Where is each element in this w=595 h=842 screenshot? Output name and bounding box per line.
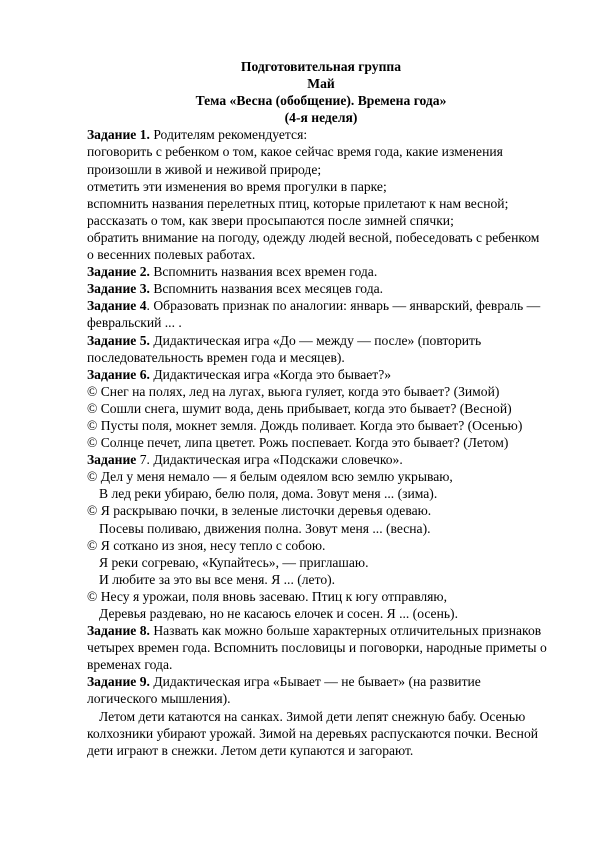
task-8-label: Задание 8. xyxy=(87,623,150,639)
task-1-label: Задание 1. xyxy=(87,127,150,143)
riddle-line: © Солнце печет, липа цветет. Рожь поспевает. Когда это бывает? (Летом) xyxy=(87,435,509,451)
task-4-label: Задание 4 xyxy=(87,298,147,314)
task-3 xyxy=(87,280,555,297)
poem-line: © Дел у меня немало — я белым одеялом всю землю укрываю, xyxy=(87,469,453,485)
task-1-line: поговорить с ребенком о том, какое сейчас время года, какие изменения xyxy=(87,144,503,160)
task-8-line: временах года. xyxy=(87,657,173,673)
poem-line: И любите за это вы все меня. Я ... (лето). xyxy=(99,571,336,587)
task-9-cont: логического мышления). xyxy=(87,691,231,707)
task-9-text: Дидактическая игра «Бывает — не бывает» (на развитие xyxy=(149,674,481,690)
task-1-heading xyxy=(87,126,555,143)
task-1-line: вспомнить названия перелетных птиц, которые прилетают к нам весной; xyxy=(87,195,509,211)
task-4-text: . Образовать признак по аналогии: январь — январский, февраль — xyxy=(146,298,541,314)
poem-line: Я реки согреваю, «Купайтесь», — приглашаю. xyxy=(99,554,369,570)
task-6-text: Дидактическая игра «Когда это бывает?» xyxy=(149,366,392,382)
riddle-line: © Пусты поля, мокнет земля. Дождь поливает. Когда это бывает? (Осенью) xyxy=(87,417,523,433)
task-6 xyxy=(87,366,555,383)
task-9-line: дети играют в снежки. Летом дети купаются и загорают. xyxy=(87,742,414,758)
task-7-label: Задание xyxy=(87,452,137,468)
task-1-line: произошли в живой и неживой природе; xyxy=(87,161,322,177)
task-2-text: Вспомнить названия всех времен года. xyxy=(149,264,378,280)
task-1-line: обратить внимание на погоду, одежду людей весной, побеседовать с ребенком xyxy=(87,229,540,245)
poem-line: © Несу я урожаи, поля вновь засеваю. Птиц к югу отправляю, xyxy=(87,588,447,604)
poem-line: В лед реки убираю, белю поля, дома. Зовут меня ... (зима). xyxy=(99,486,438,502)
group-title: Подготовительная группа xyxy=(240,59,402,74)
task-8 xyxy=(87,622,555,639)
task-6-label: Задание 6. xyxy=(87,366,150,382)
task-1-intro: Родителям рекомендуется: xyxy=(149,127,308,143)
task-5-label: Задание 5. xyxy=(87,332,150,348)
poem-line: © Я раскрываю почки, в зеленые листочки деревья одеваю. xyxy=(87,503,432,519)
task-9-line: Летом дети катаются на санках. Зимой дети лепят снежную бабу. Осенью xyxy=(99,708,526,724)
task-2-label: Задание 2. xyxy=(87,264,150,280)
month-title: Май xyxy=(307,76,335,92)
task-9-line: колхозники убирают урожай. Зимой на деревьях распускаются почки. Весной xyxy=(87,725,539,741)
task-2 xyxy=(87,263,555,280)
task-4 xyxy=(87,297,555,314)
task-8-text: Назвать как можно больше характерных отличительных признаков xyxy=(149,623,542,639)
task-1-line: рассказать о том, как звери просыпаются после зимней спячки; xyxy=(87,212,454,228)
task-5-cont: последовательность времен года и месяцев). xyxy=(87,349,345,365)
task-1-line: о весенних полевых работах. xyxy=(87,247,256,263)
task-7-text: 7. Дидактическая игра «Подскажи словечко». xyxy=(136,452,403,468)
poem-line: Деревья раздеваю, но не касаюсь елочек и сосен. Я ... (осень). xyxy=(99,606,458,621)
task-3-label: Задание 3. xyxy=(87,281,150,297)
task-5 xyxy=(87,332,555,349)
riddle-line: © Сошли снега, шумит вода, день прибывает, когда это бывает? (Весной) xyxy=(87,400,512,416)
poem-line: © Я соткано из зноя, несу тепло с собою. xyxy=(87,537,326,553)
task-5-text: Дидактическая игра «До — между — после» (повторить xyxy=(149,332,482,348)
riddle-line: © Снег на полях, лед на лугах, вьюга гуляет, когда это бывает? (Зимой) xyxy=(87,383,500,399)
week-title: (4-я неделя) xyxy=(284,110,358,126)
poem-line: Посевы поливаю, движения полна. Зовут меня ... (весна). xyxy=(99,520,431,536)
task-4-cont: февральский ... . xyxy=(87,315,182,331)
topic-title: Тема «Весна (обобщение). Времена года» xyxy=(195,93,447,109)
task-3-text: Вспомнить названия всех месяцев года. xyxy=(149,281,384,297)
task-7 xyxy=(87,451,555,468)
task-8-line: четырех времен года. Вспомнить пословицы и поговорки, народные приметы о xyxy=(87,640,547,656)
task-9-label: Задание 9. xyxy=(87,674,150,690)
task-9 xyxy=(87,673,555,690)
task-1-line: отметить эти изменения во время прогулки в парке; xyxy=(87,178,387,194)
